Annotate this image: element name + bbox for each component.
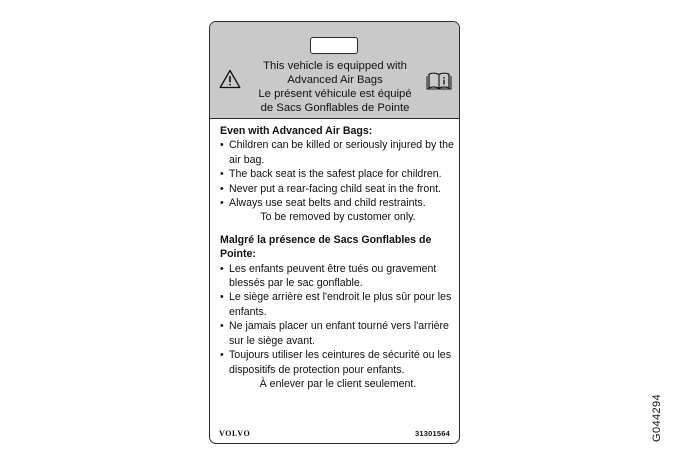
list-item: • Children can be killed or seriously injured by the air bag. [220, 139, 454, 166]
bullet: • [220, 320, 224, 333]
list-item: • The back seat is the safest place for children. [220, 168, 442, 181]
english-title: Even with Advanced Air Bags: [220, 125, 373, 137]
list-item: • Always use seat belts and child restraints. [220, 197, 426, 210]
list-item: • Le siège arrière est l'endroit le plus sûr pour les enfants. [220, 291, 452, 318]
brand-logo: VOLVO [219, 429, 251, 438]
english-note: To be removed by customer only. [260, 211, 416, 224]
list-item: • Never put a rear-facing child seat in the front. [220, 182, 441, 195]
bullet: • [220, 139, 224, 152]
warning-triangle-icon [219, 69, 241, 89]
bullet: • [220, 197, 224, 210]
bullet: • [220, 262, 224, 275]
label-window [310, 37, 358, 54]
header-line: Le présent véhicule est équipé [258, 88, 412, 100]
header-line: This vehicle is equipped with [263, 60, 407, 72]
image-reference-code: G044294 [651, 393, 663, 442]
label-body [220, 124, 456, 391]
bullet: • [220, 182, 224, 195]
french-note: À enlever par le client seulement. [259, 377, 417, 390]
airbag-warning-label [209, 21, 460, 444]
bullet: • [220, 168, 224, 181]
list-item: • Ne jamais placer un enfant tourné vers l'arrière sur le siège avant. [220, 320, 449, 347]
bullet: • [220, 349, 224, 362]
header-line: Advanced Air Bags [287, 74, 383, 86]
header-line: de Sacs Gonflables de Pointe [260, 102, 410, 114]
header-text [240, 59, 430, 115]
label-footer [219, 429, 450, 441]
french-title: Malgré la présence de Sacs Gonflables de Pointe: [220, 233, 432, 261]
label-header [210, 22, 459, 119]
part-number: 31301564 [415, 429, 450, 438]
bullet: • [220, 291, 224, 304]
list-item: • Toujours utiliser les ceintures de sécurité ou les dispositifs de protection pour enfants. [220, 349, 451, 376]
list-item: • Les enfants peuvent être tués ou gravement blessés par le sac gonflable. [220, 262, 437, 290]
